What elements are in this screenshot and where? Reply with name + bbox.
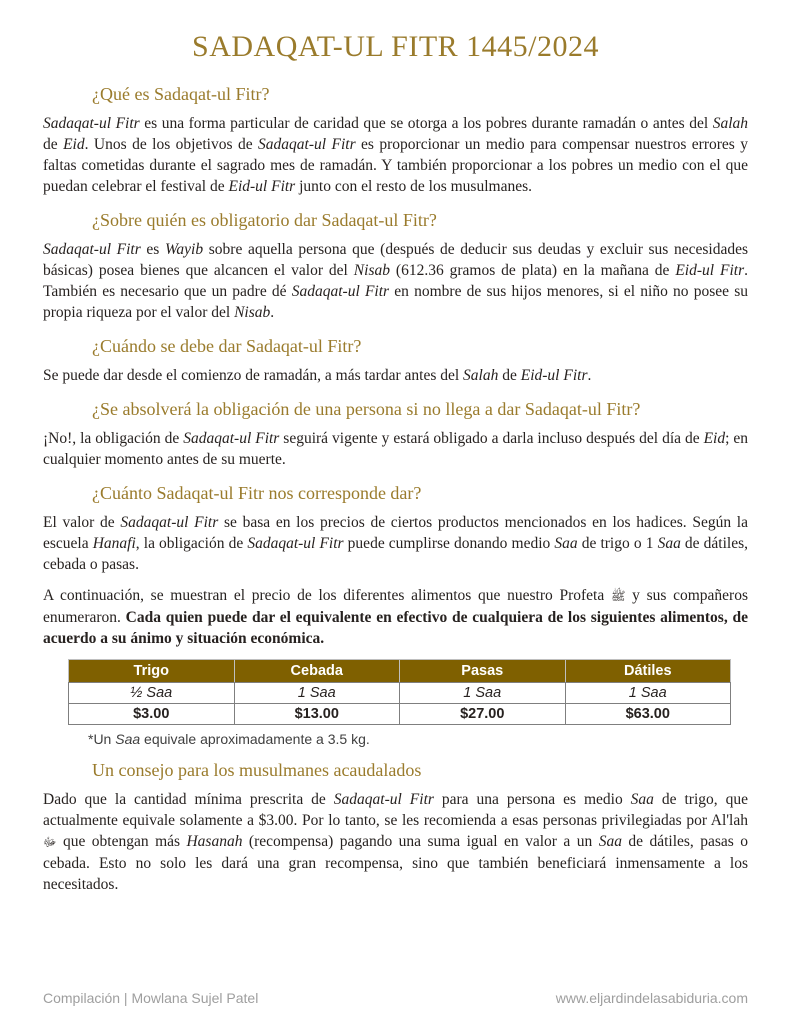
table-header-cell: Trigo xyxy=(69,660,235,683)
text-run: Saa xyxy=(657,535,681,552)
text-run: Hasanah xyxy=(186,833,243,850)
text-run: Eid xyxy=(63,136,85,153)
text-run: junto con el resto de los musulmanes. xyxy=(295,178,532,195)
table-cell: $27.00 xyxy=(400,704,566,725)
table-cell: 1 Saa xyxy=(400,683,566,704)
text-run: de trigo, que actualmente equivale solamente a $3.00. Por lo tanto, se les recomienda a esas personas privilegiadas por Al'lah xyxy=(43,791,748,829)
table-cell: $13.00 xyxy=(234,704,400,725)
paragraph xyxy=(43,365,748,386)
text-run: de dátiles, pasas o cebada. Esto no solo les dará una gran recompensa, sino que también beneficiará inmensamente a los necesitados. xyxy=(43,833,748,893)
text-run: en nombre de sus hijos menores, si el niño no posee su propia riqueza por el valor del xyxy=(43,283,749,321)
text-run: Sadaqat-ul Fitr xyxy=(183,430,280,447)
section-heading-consejo: Un consejo para los musulmanes acaudalados xyxy=(92,760,422,780)
text-run: . xyxy=(587,367,592,384)
section-heading-cuando: ¿Cuándo se debe dar Sadaqat-ul Fitr? xyxy=(92,336,362,356)
text-run: Cada quien puede dar el equivalente en efectivo de cualquiera de los siguientes alimentos, de acuerdo a su ánimo y situación económica. xyxy=(43,609,748,647)
text-run: de xyxy=(498,367,521,384)
text-run: Wayib xyxy=(164,241,204,258)
text-run: . También es necesario que un padre dé xyxy=(43,262,748,300)
section-cuando xyxy=(43,336,748,386)
text-run: Dado que la cantidad mínima prescrita de xyxy=(43,791,334,808)
text-run: Nisab xyxy=(353,262,390,279)
text-run: (recompensa) pagando una suma igual en valor a un xyxy=(242,833,599,850)
table-cell: 1 Saa xyxy=(234,683,400,704)
text-run: Saa xyxy=(630,791,654,808)
text-run: puede cumplirse donando medio xyxy=(343,535,555,552)
text-run: Salah xyxy=(463,367,499,384)
text-run: Sadaqat-ul Fitr xyxy=(43,241,141,258)
table-header-cell: Pasas xyxy=(400,660,566,683)
text-run: Sadaqat-ul Fitr xyxy=(43,115,140,132)
text-run: de dátiles, cebada o pasas. xyxy=(43,535,749,573)
text-run: es proporcionar un medio para compensar nuestros errores y faltas cometidas durante el sagrado mes de ramadán. Y también proporcionar a los pobres un medio con el que puedan celebrar el festival de xyxy=(43,136,749,195)
section-que-es xyxy=(43,84,748,197)
text-run: Eid-ul Fitr xyxy=(520,367,588,384)
text-run: de xyxy=(43,136,64,153)
text-run: Eid-ul Fitr xyxy=(675,262,745,279)
paragraph xyxy=(43,428,748,470)
text-run: seguirá vigente y estará obligado a darla incluso después del día de xyxy=(279,430,704,447)
text-run: El valor de xyxy=(43,514,121,531)
text-run: Saa xyxy=(115,731,141,747)
section-obligatorio xyxy=(43,210,748,323)
text-run: . Unos de los objetivos de xyxy=(84,136,259,153)
text-run: Saa xyxy=(554,535,578,552)
section-cuanto xyxy=(43,483,748,747)
text-run: de trigo o 1 xyxy=(577,535,658,552)
table-header-cell: Cebada xyxy=(234,660,400,683)
text-run: (612.36 gramos de plata) en la mañana de xyxy=(389,262,676,279)
text-run: ¡No!, la obligación de xyxy=(43,430,184,447)
text-run: . xyxy=(270,304,275,321)
price-table xyxy=(68,659,731,725)
table-cell: $63.00 xyxy=(565,704,731,725)
section-heading-absolvera: ¿Se absolverá la obligación de una persona si no llega a dar Sadaqat-ul Fitr? xyxy=(92,399,641,419)
honorific-symbol: ﷺ xyxy=(610,589,626,603)
text-run: *Un xyxy=(88,731,116,747)
footer-website: www.eljardindelasabiduria.com xyxy=(555,990,748,1006)
paragraph xyxy=(43,789,748,895)
text-run: equivale aproximadamente a 3.5 kg. xyxy=(140,731,370,747)
table-cell: ½ Saa xyxy=(69,683,235,704)
table-header-cell: Dátiles xyxy=(565,660,731,683)
text-run: Sadaqat-ul Fitr xyxy=(333,791,434,808)
text-run: A continuación, se muestran el precio de los diferentes alimentos que nuestro Profeta xyxy=(43,587,611,604)
footnote xyxy=(88,731,748,747)
document-page xyxy=(43,26,748,905)
paragraph xyxy=(43,239,748,323)
text-run: es xyxy=(140,241,165,258)
table-row xyxy=(69,704,731,725)
paragraph xyxy=(43,512,748,575)
table-header-row xyxy=(69,660,731,683)
text-run: , la obligación de xyxy=(135,535,248,552)
honorific-symbol: ﷻ xyxy=(43,835,57,849)
section-heading-cuanto: ¿Cuánto Sadaqat-ul Fitr nos corresponde dar? xyxy=(92,483,422,503)
text-run: Eid-ul Fitr xyxy=(228,178,296,195)
text-run: Sadaqat-ul Fitr xyxy=(247,535,344,552)
text-run: se basa en los precios de ciertos productos mencionados en los hadices. Según la escuela xyxy=(43,514,748,552)
paragraph xyxy=(43,113,748,197)
section-absolvera xyxy=(43,399,748,470)
text-run: que obtengan más xyxy=(56,833,187,850)
text-run: Sadaqat-ul Fitr xyxy=(291,283,390,300)
table-row xyxy=(69,683,731,704)
text-run: Se puede dar desde el comienzo de ramadán, a más tardar antes del xyxy=(43,367,464,384)
text-run: Salah xyxy=(712,115,749,132)
section-consejo xyxy=(43,760,748,895)
text-run: es una forma particular de caridad que se otorga a los pobres durante ramadán o antes del xyxy=(139,115,713,132)
text-run: y sus compañeros enumeraron. xyxy=(43,587,749,626)
text-run: sobre aquella persona que (después de deducir sus deudas y excluir sus necesidades básicas) posea bienes que alcancen el valor del xyxy=(43,241,748,279)
footer xyxy=(43,990,748,1010)
text-run: Sadaqat-ul Fitr xyxy=(258,136,356,153)
footer-compilation: Compilación | Mowlana Sujel Patel xyxy=(43,990,259,1006)
text-run: ; en cualquier momento antes de su muerte. xyxy=(43,430,748,468)
text-run: Nisab xyxy=(234,304,271,321)
section-heading-obligatorio: ¿Sobre quién es obligatorio dar Sadaqat-ul Fitr? xyxy=(92,210,437,230)
paragraph xyxy=(43,585,748,649)
text-run: para una persona es medio xyxy=(433,791,631,808)
text-run: Hanafi xyxy=(92,535,136,552)
table-cell: 1 Saa xyxy=(565,683,731,704)
text-run: Eid xyxy=(703,430,726,447)
text-run: Sadaqat-ul Fitr xyxy=(120,514,219,531)
section-heading-que-es: ¿Qué es Sadaqat-ul Fitr? xyxy=(92,84,270,104)
table-cell: $3.00 xyxy=(69,704,235,725)
text-run: Saa xyxy=(598,833,622,850)
page-title: SADAQAT-UL FITR 1445/2024 xyxy=(192,30,599,63)
